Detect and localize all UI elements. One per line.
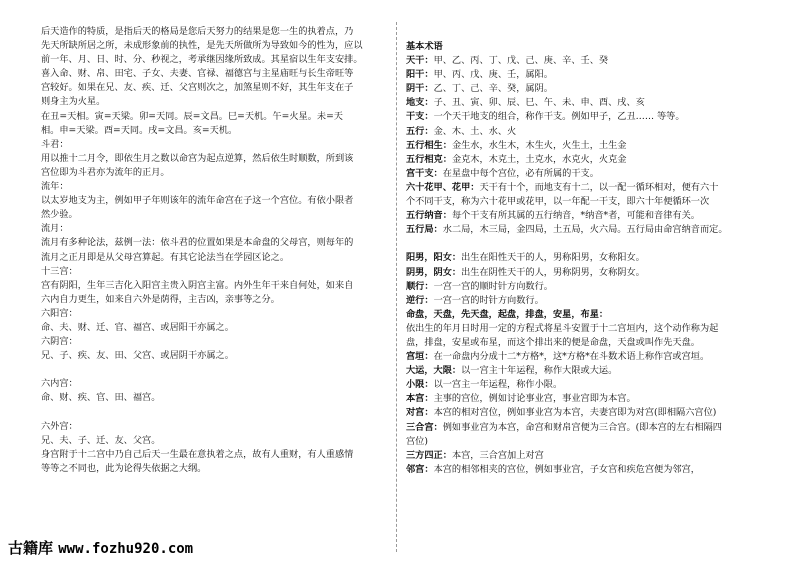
term-label: 五行相克： [406, 153, 452, 165]
term-definition: 宫位) [406, 435, 428, 447]
text-line: 宫较好。如果在兄、友、疾、迁、父宫则次之，加煞星则不好，其生年支在子 [41, 82, 354, 94]
term-entry [406, 195, 778, 209]
term-entry [406, 223, 778, 237]
text-line: 以太岁地支为主，例如甲子年则该年的流年命宫在子这一个宫位。有依小限者 [41, 195, 354, 207]
text-line: 命、财、疾、官、田、福宫。 [41, 392, 161, 404]
term-definition: 子、丑、寅、卯、辰、巳、午、未、申、酉、戌、亥 [433, 97, 645, 109]
term-definition: 天干有十个，而地支有十二，以一配一循环相对，便有六十 [479, 181, 719, 193]
term-label: 五行相生： [406, 139, 452, 151]
text-line: 六阳宫： [41, 307, 78, 319]
term-label: 大运，大限： [406, 365, 462, 377]
term-label: 阳男，阳女： [406, 252, 462, 264]
term-definition: 出生在阴性天干的人，男称阴男，女称阴女。 [461, 266, 645, 278]
term-entry [406, 364, 778, 378]
term-entry [406, 251, 778, 265]
text-line: 相。申=天梁。酉=天同。戌=文昌。亥=天机。 [41, 124, 238, 136]
term-label: 天干： [406, 55, 434, 67]
term-entry [406, 110, 778, 124]
term-definition: 在一命盘内分成十二*方格*，这*方格*在斗数术语上称作宫或宫垣。 [433, 351, 710, 363]
term-definition: 甲、丙、戊、庚、壬，属阳。 [433, 69, 553, 81]
term-entry [406, 392, 778, 406]
term-entry [406, 294, 778, 308]
term-definition: 乙、丁、己、辛、癸，属阴。 [433, 83, 553, 95]
term-entry [406, 181, 778, 195]
text-line: 流月有多种论法，兹例一法：依斗君的位置如果是本命盘的父母宫，则每年的 [41, 237, 354, 249]
footer-site: www.fozhu920.com [58, 541, 194, 557]
term-definition: 金、木、土、水、火 [433, 125, 517, 137]
text-line: 六内自力更生，如来自六外是荫得，主吉凶，亲事等之分。 [41, 293, 280, 305]
text-line: 在丑=天相。寅=天梁。卯=天同。辰=文昌。巳=天机。午=火星。未=天 [41, 110, 343, 122]
text-line: 先天所缺所居之所，未成形象前的执性，是先天所做所为导致如今的性为，应以 [41, 40, 363, 52]
text-line: 兄、子、疾、友、田、父宫、或居阴干亦属之。 [41, 350, 234, 362]
term-label: 本宫： [406, 393, 434, 405]
term-definition: 例如事业宫为本宫，命宫和财帛宫便为三合宫。(即本宫的左右相隔四 [442, 421, 722, 433]
term-entry [406, 378, 778, 392]
term-entry [406, 449, 778, 463]
text-line: 则身主为火星。 [41, 96, 106, 108]
term-label: 五行局： [406, 224, 443, 236]
text-line: 身宫附于十二宫中乃自己后天一生最在意执着之点，故有人重财，有人重感情 [41, 448, 354, 460]
term-definition: 每个干支有所其属的五行纳音，*纳音*者，可能和音律有关。 [451, 210, 700, 222]
text-line: 流月之正月即是从父母宫算起。有其它论法当在学园区论之。 [41, 251, 290, 263]
term-definition: 依出生的年月日时用一定的方程式将星斗安置于十二宫垣内，这个动作称为起 [406, 322, 719, 334]
text-line: 六外宫： [41, 420, 78, 432]
text-line: 宫有阴阳，生年三吉化入阳宫主贵入阴宫主富。内外生年干来自何处，如来自 [41, 279, 354, 291]
term-definition: 本宫，三合宫加上对宫 [451, 449, 544, 461]
term-label: 五行： [406, 125, 434, 137]
term-label: 对宫： [406, 407, 434, 419]
text-line: 流月： [41, 223, 69, 235]
term-definition: 一个天干地支的组合，称作干支。例如甲子，乙丑…… 等等。 [433, 111, 685, 123]
text-line: 等等之不同也，此为论得失依据之大纲。 [41, 462, 207, 474]
footer-brand: 古籍库 [8, 539, 54, 557]
term-entry [406, 167, 778, 181]
term-definition: 主事的宫位，例如讨论事业宫，事业宫即为本宫。 [433, 393, 636, 405]
text-line: 斗君： [41, 138, 69, 150]
term-entry [406, 336, 778, 350]
term-label: 命盘，天盘，先天盘，起盘，排盘，安星，布星： [406, 308, 609, 320]
term-label: 三方四正： [406, 449, 452, 461]
text-line: 兄、夫、子、迁、友、父宫。 [41, 434, 161, 446]
term-entry [406, 435, 778, 449]
blank-line [406, 237, 778, 251]
term-definition: 甲、乙、丙、丁、戊、己、庚、辛、壬、癸 [433, 55, 609, 67]
term-label: 三合宫： [406, 421, 443, 433]
term-entry [406, 209, 778, 223]
term-entry [406, 350, 778, 364]
term-definition: 以一宫主一年运程，称作小限。 [433, 379, 563, 391]
term-entry [406, 68, 778, 82]
left-column [41, 25, 385, 476]
term-label: 阴干： [406, 83, 434, 95]
term-entry [406, 421, 778, 435]
term-entry [406, 406, 778, 420]
term-entry [406, 96, 778, 110]
term-definition: 本宫的相对宫位，例如事业宫为本宫，夫妻宫即为对宫(即相隔六宫位) [433, 407, 717, 419]
section-heading: 基本术语 [406, 41, 443, 52]
term-entry [406, 125, 778, 139]
term-entry [406, 280, 778, 294]
text-line: 宫位即为斗君亦为流年的正月。 [41, 166, 170, 178]
text-line: 后天造作的特质，是指后天的格局是您后天努力的结果是您一生的执着点，乃 [41, 26, 354, 37]
term-entry [406, 463, 778, 477]
term-label: 邻宫： [406, 463, 434, 475]
term-entry [406, 54, 778, 68]
term-definition: 本宫的相邻相夹的宫位，例如事业宫，子女宫和疾危宫便为邻宫， [433, 463, 700, 475]
term-definition: 盘，排盘，安星或布星，而这个排出来的便是命盘，天盘或叫作先天盘。 [406, 336, 700, 348]
term-entry [406, 308, 778, 322]
term-definition: 金生水，水生木，木生火，火生土，土生金 [451, 139, 627, 151]
text-line: 用以推十二月令，即依生月之数以命宫为起点逆算，然后依生时顺数，所到该 [41, 152, 354, 164]
term-definition: 水二局，木三局，金四局，土五局，火六局。五行局由命宫纳音而定。 [442, 224, 728, 236]
term-label: 五行纳音： [406, 210, 452, 222]
text-line: 六内宫： [41, 378, 78, 390]
term-label: 顺行： [406, 280, 434, 292]
right-column [406, 40, 778, 477]
term-entry [406, 153, 778, 167]
text-line: 命、夫、财、迁、官、福宫、或居阳干亦属之。 [41, 321, 234, 333]
term-definition: 以一宫主十年运程，称作大限或大运。 [461, 365, 618, 377]
term-definition: 出生在阳性天干的人，男称阳男，女称阳女。 [461, 252, 645, 264]
column-divider [396, 22, 397, 552]
blank-line [41, 363, 385, 377]
term-definition: 个不同干支，称为六十花甲或花甲，以一年配一干支，即六十年便循环一次 [406, 196, 710, 208]
term-label: 阴男，阴女： [406, 266, 462, 278]
term-definition: 一宫一宫的顺时针方向数行。 [433, 280, 553, 292]
text-line: 流年： [41, 181, 69, 193]
term-label: 地支： [406, 97, 434, 109]
text-line: 喜入命、财、帛、田宅、子女、夫妻、官禄、福德宫与主星庙旺与长生帝旺等 [41, 68, 354, 80]
term-entry [406, 82, 778, 96]
term-label: 阳干： [406, 69, 434, 81]
term-label: 小限： [406, 379, 434, 391]
footer-watermark [8, 537, 193, 558]
text-line: 六阴宫： [41, 336, 78, 348]
text-line: 然少验。 [41, 209, 78, 221]
term-entry [406, 322, 778, 336]
term-entry [406, 266, 778, 280]
term-label: 宫干支： [406, 167, 443, 179]
blank-line [41, 406, 385, 420]
text-line: 十三宫： [41, 265, 78, 277]
term-label: 宫垣： [406, 351, 434, 363]
term-definition: 在星盘中每个宫位，必有所属的干支。 [442, 167, 599, 179]
text-line: 前一年、月、日、时、分、秒视之，考承继因缘所致成。其星宿以生年支安排。 [41, 54, 363, 66]
term-label: 六十花甲、花甲： [406, 181, 480, 193]
term-label: 干支： [406, 111, 434, 123]
term-definition: 金克木，木克土，土克水，水克火，火克金 [451, 153, 627, 165]
term-entry [406, 139, 778, 153]
term-label: 逆行： [406, 294, 434, 306]
term-definition: 一宫一宫的时针方向数行。 [433, 294, 544, 306]
